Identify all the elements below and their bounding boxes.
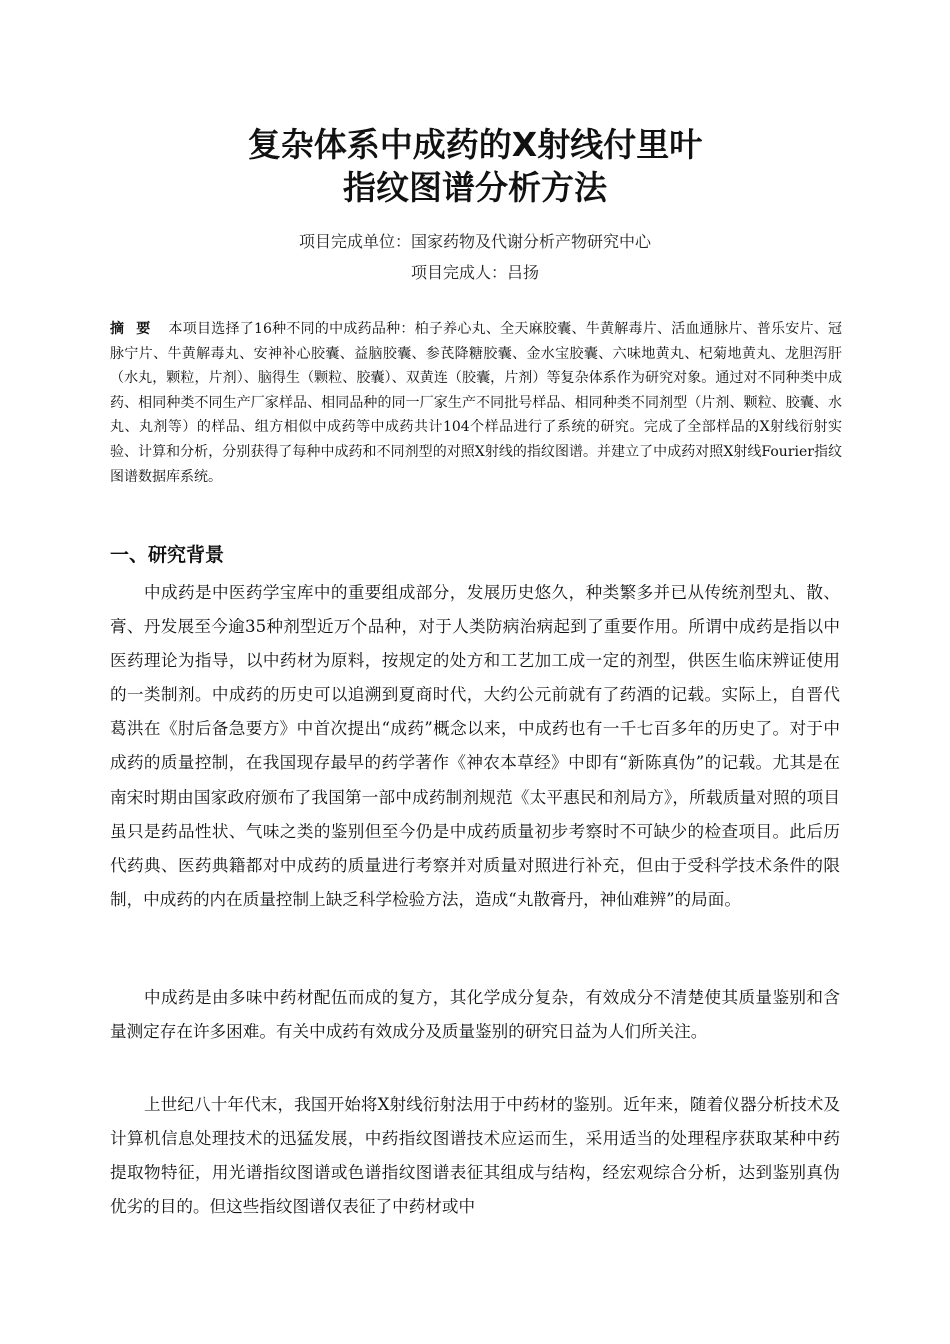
section-heading: 一、研究背景 — [110, 544, 225, 566]
abstract-text: 本项目选择了16种不同的中成药品种：柏子养心丸、全天麻胶囊、牛黄解毒片、活血通脉片、普乐安片、冠脉宁片、牛黄解毒丸、安神补心胶囊、益脑胶囊、参芪降糖胶囊、金水宝胶囊、六味地黄丸、杞菊地黄丸、龙胆泻肝（水丸，颗粒，片剂）、脑得生（颗粒、胶囊）、双黄连（胶囊，片剂）等复杂体系作为研究对象。通过对不同种类中成药、相同种类不同生产厂家样品、相同品种的同一厂家生产不同批号样品、相同种类不同剂型（片剂、颗粒、胶囊、水丸、丸剂等）的样品、组方相似中成药等中成药共计104个样品进行了系统的研究。完成了全部样品的X射线衍射实验、计算和分析，分别获得了每种中成药和不同剂型的对照X射线的指纹图谱。并建立了中成药对照X射线Fourier指纹图谱数据库系统。 — [110, 321, 843, 485]
body-paragraph: 中成药是由多味中药材配伍而成的复方，其化学成分复杂，有效成分不清楚使其质量鉴别和含量测定存在许多困难。有关中成药有效成分及质量鉴别的研究日益为人们所关注。 — [110, 988, 840, 1042]
body-paragraph: 上世纪八十年代末，我国开始将X射线衍射法用于中药材的鉴别。近年来，随着仪器分析技术及计算机信息处理技术的迅猛发展，中药指纹图谱技术应运而生，采用适当的处理程序获取某种中药提取物特征，用光谱指纹图谱或色谱指纹图谱表征其组成与结构，经宏观综合分析，达到鉴别真伪优劣的目的。但这些指纹图谱仅表征了中药材或中 — [110, 1095, 840, 1217]
document-title-line-2: 指纹图谱分析方法 — [343, 168, 607, 207]
project-person: 项目完成人：吕扬 — [410, 263, 539, 282]
abstract-label: 摘要 — [110, 321, 163, 337]
abstract — [110, 317, 842, 489]
body-paragraph: 中成药是中医药学宝库中的重要组成部分，发展历史悠久，种类繁多并已从传统剂型丸、散、膏、丹发展至今逾35种剂型近万个品种，对于人类防病治病起到了重要作用。所谓中成药是指以中医药理论为指导，以中药材为原料，按规定的处方和工艺加工成一定的剂型，供医生临床辨证使用的一类制剂。中成药的历史可以追溯到夏商时代，大约公元前就有了药酒的记载。实际上，自晋代葛洪在《肘后备急要方》中首次提出“成药”概念以来，中成药也有一千七百多年的历史了。对于中成药的质量控制，在我国现存最早的药学著作《神农本草经》中即有“新陈真伪”的记载。尤其是在南宋时期由国家政府颁布了我国第一部中成药制剂规范《太平惠民和剂局方》，所载质量对照的项目虽只是药品性状、气味之类的鉴别但至今仍是中成药质量初步考察时不可缺少的检查项目。此后历代药典、医药典籍都对中成药的质量进行考察并对质量对照进行补充，但由于受科学技术条件的限制，中成药的内在质量控制上缺乏科学检验方法，造成“丸散膏丹，神仙难辨”的局面。 — [110, 583, 840, 909]
project-unit: 项目完成单位：国家药物及代谢分析产物研究中心 — [298, 232, 651, 251]
document-title-line-1: 复杂体系中成药的X射线付里叶 — [247, 125, 703, 164]
